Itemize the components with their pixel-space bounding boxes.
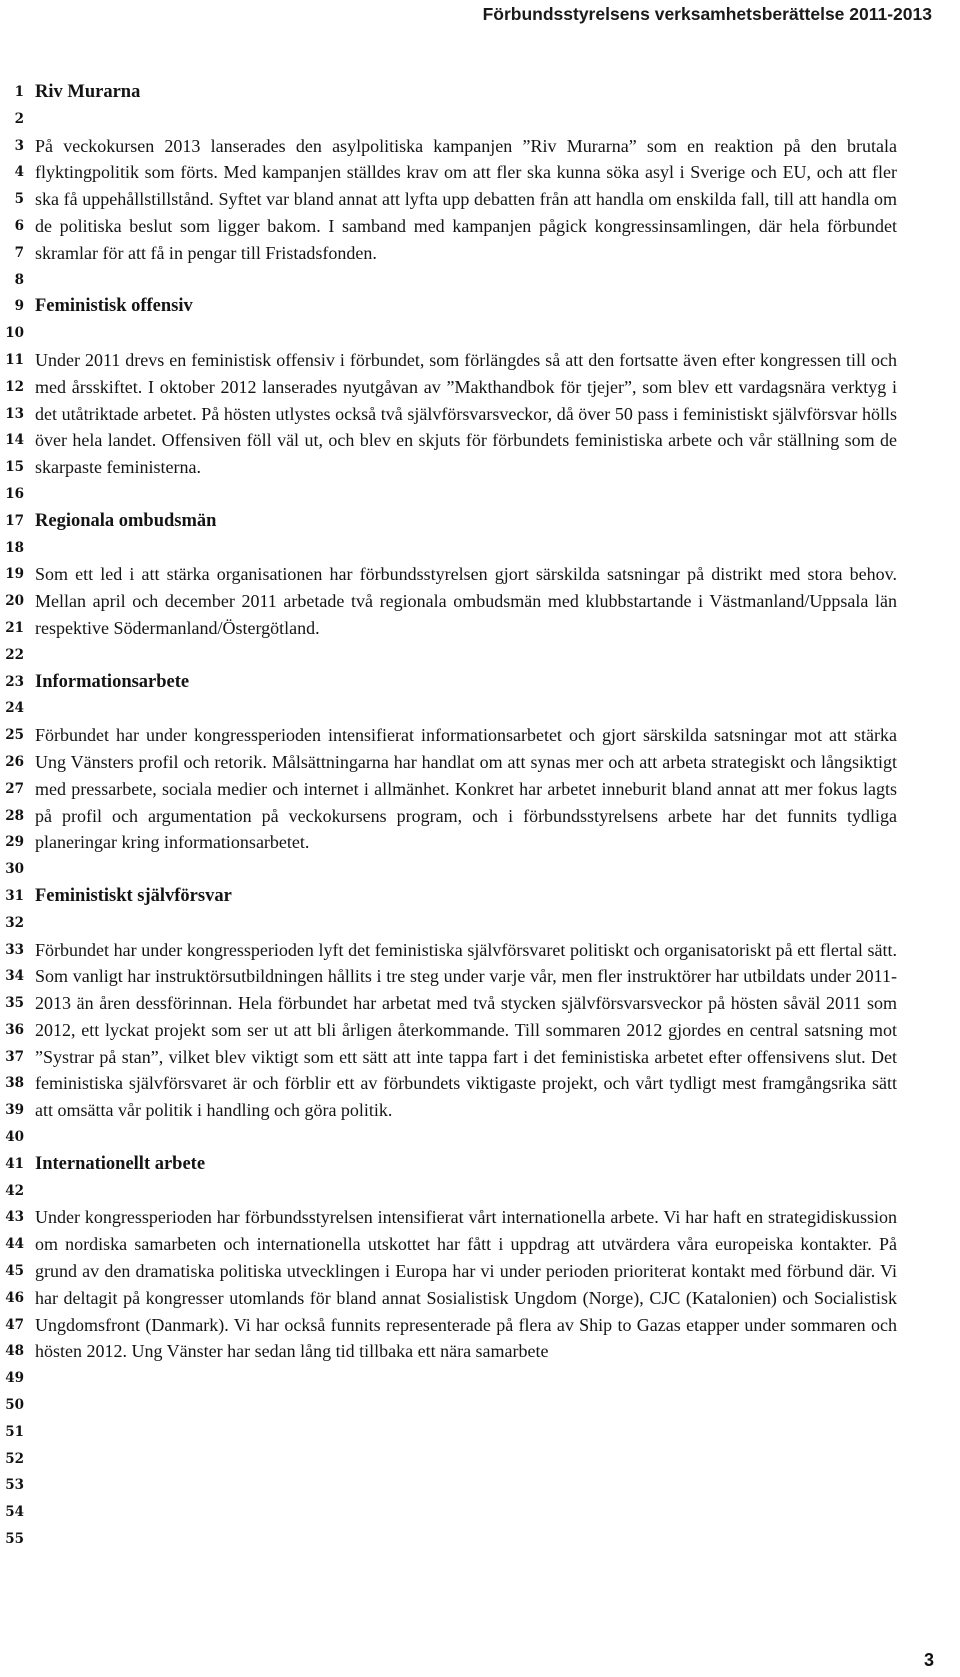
line-number: 15 <box>5 459 24 476</box>
line-number: 10 <box>5 325 24 342</box>
line-number: 4 <box>14 164 24 181</box>
line-number: 6 <box>14 217 24 234</box>
line-number: 39 <box>5 1102 24 1119</box>
line-number: 25 <box>5 727 24 744</box>
blank-line <box>35 320 897 347</box>
line-number: 50 <box>5 1397 24 1414</box>
line-number: 55 <box>5 1531 24 1548</box>
section-paragraph: Under kongressperioden har förbundsstyrelsen intensifierat vårt internationella arbete. Vi har haft en strategidiskussion om nordiska samarbeten och internationella utskottet har fått i uppdrag att utvärdera våra europeiska kontakter. På grund av den dramatiska politiska utvecklingen i Europa har vi under perioden prioriterat kontakt med förbund där. Vi har deltagit på kongresser utomlands för bland annat Sosialistisk Ungdom (Norge), CJC (Katalonien) och Socialistisk Ungdomsfront (Danmark). Vi har också funnits representerade på flera av Ship to Gazas etapper under sommaren och hösten 2012. Ung Vänster har sedan lång tid tillbaka ett nära samarbete <box>35 1207 897 1362</box>
line-number: 33 <box>5 941 24 958</box>
line-number: 54 <box>5 1504 24 1521</box>
line-number: 37 <box>5 1048 24 1065</box>
line-number: 14 <box>5 432 24 449</box>
line-number: 22 <box>5 646 24 663</box>
line-number: 27 <box>5 780 24 797</box>
line-number: 35 <box>5 995 24 1012</box>
section-paragraph: Under 2011 drevs en feministisk offensiv i förbundet, som förlängdes så att den fortsatte även efter kongressen till och med årsskiftet. I oktober 2012 lanserades nyutgåvan av ”Makthandbok för tjejer”, som blev ett vardagsnära verktyg i det utåtriktade arbetet. På hösten utlystes också två självförsvarsveckor, då över 50 pass i feministiskt självförsvar hölls över hela landet. Offensiven föll väl ut, och blev en skjuts för förbundets feministiska arbete och vår ställning som de skarpaste feministerna. <box>35 349 897 478</box>
line-number: 18 <box>5 539 24 556</box>
line-number: 51 <box>5 1423 24 1440</box>
line-number: 28 <box>5 807 24 824</box>
line-number: 40 <box>5 1129 24 1146</box>
blank-line <box>35 1178 897 1205</box>
line-number: 42 <box>5 1182 24 1199</box>
line-number: 2 <box>14 110 24 127</box>
line-number: 17 <box>5 512 24 529</box>
section-paragraph: Förbundet har under kongressperioden intensifierat informationsarbetet och gjort särskilda satsningar mot att stärka Ung Vänsters profil och retorik. Målsättningarna har handlat om att synas mer och att arbeta strategiskt och långsiktigt med pressarbete, sociala medier och internet i allmänhet. Konkret har arbetet inneburit bland annat att mer fokus lagts på profil och argumentation på veckokursens program, och i förbundsstyrelsens arbete har det funnits tydliga planeringar kring informationsarbetet. <box>35 725 897 853</box>
line-number: 52 <box>5 1450 24 1467</box>
section-paragraph: Som ett led i att stärka organisationen har förbundsstyrelsen gjort särskilda satsningar på distrikt med stora behov. Mellan april och december 2011 arbetade två regionala ombudsmän med klubbstartande i Västmanland/Uppsala län respektive Södermanland/Östergötland. <box>35 564 897 638</box>
line-number: 44 <box>5 1236 24 1253</box>
line-number: 31 <box>5 887 24 904</box>
section-internationellt-arbete <box>35 1151 897 1365</box>
section-paragraph: Förbundet har under kongressperioden lyft det feministiska självförsvaret politiskt och organisatoriskt på ett flertal sätt. Som vanligt har instruktörsutbildningen hållits i tre steg under varje vår, men fler instruktörer har utbildats under 2011-2013 än åren dessförinnan. Hela förbundet har arbetat med två stycken självförsvarsveckor på hösten såväl 2011 som 2012, ett lyckat projekt som ser ut att bli årligen återkommande. Till sommaren 2012 gjordes en central satsning mot ”Systrar på stan”, vilket blev viktigt som ett sätt att inte tappa fart i det feministiska arbetet efter offensivens slut. Det feministiska självförsvaret är och förblir ett av förbundets viktigaste projekt, och vårt tydligt mest framgångsrika sätt att omsätta vår politik i handling och göra politik. <box>35 939 897 1121</box>
line-number: 49 <box>5 1370 24 1387</box>
line-number: 19 <box>5 566 24 583</box>
document-body <box>35 79 897 1365</box>
blank-line <box>35 535 897 562</box>
line-number: 46 <box>5 1289 24 1306</box>
blank-line <box>35 642 897 669</box>
blank-line <box>35 267 897 294</box>
section-regionala-ombudsman <box>35 508 897 642</box>
line-number-column <box>0 79 24 1553</box>
line-number: 30 <box>5 861 24 878</box>
section-heading: Feministisk offensiv <box>35 296 193 317</box>
line-number: 32 <box>5 914 24 931</box>
section-feministiskt-sjalvforsvar <box>35 883 897 1124</box>
line-number: 16 <box>5 485 24 502</box>
section-heading: Informationsarbete <box>35 671 190 692</box>
line-number: 9 <box>14 298 24 315</box>
line-number: 48 <box>5 1343 24 1360</box>
line-number: 3 <box>14 137 24 154</box>
page-number: 3 <box>923 1650 934 1670</box>
blank-line <box>35 695 897 722</box>
line-number: 23 <box>5 673 24 690</box>
line-number: 26 <box>5 753 24 770</box>
line-number: 29 <box>5 834 24 851</box>
line-number: 13 <box>5 405 24 422</box>
section-heading: Internationellt arbete <box>35 1153 206 1174</box>
blank-line <box>35 106 897 133</box>
line-number: 38 <box>5 1075 24 1092</box>
line-number: 5 <box>14 191 24 208</box>
line-number: 53 <box>5 1477 24 1494</box>
line-number: 34 <box>5 968 24 985</box>
line-number: 8 <box>14 271 24 288</box>
line-number: 45 <box>5 1263 24 1280</box>
blank-line <box>35 481 897 508</box>
line-number: 7 <box>14 244 24 261</box>
section-informationsarbete <box>35 669 897 857</box>
section-heading: Regionala ombudsmän <box>35 510 217 531</box>
line-number: 1 <box>14 84 24 100</box>
section-feministisk-offensiv <box>35 293 897 481</box>
blank-line <box>35 856 897 883</box>
line-number: 24 <box>5 700 24 717</box>
blank-line <box>35 1124 897 1151</box>
section-heading: Feministiskt självförsvar <box>35 885 232 906</box>
line-number: 12 <box>5 378 24 395</box>
section-heading: Riv Murarna <box>35 82 141 102</box>
running-header: Förbundsstyrelsens verksamhetsberättelse 2011-2013 <box>482 4 932 24</box>
line-number: 21 <box>5 619 24 636</box>
line-number: 43 <box>5 1209 24 1226</box>
section-paragraph: På veckokursen 2013 lanserades den asylpolitiska kampanjen ”Riv Murarna” som en reaktion på den brutala flyktingpolitik som förts. Med kampanjen ställdes krav om att fler ska kunna söka asyl i Sverige och EU, och att fler ska få uppehållstillstånd. Syftet var bland annat att lyfta upp debatten från att handla om enskilda fall, till att handla om de politiska beslut som ligger bakom. I samband med kampanjen pågick kongressinsamlingen, där hela förbundet skramlar för att få in pengar till Fristadsfonden. <box>35 135 897 263</box>
line-number: 11 <box>5 351 24 368</box>
line-number: 20 <box>5 593 24 610</box>
line-number: 47 <box>5 1316 24 1333</box>
blank-line <box>35 910 897 937</box>
section-riv-murarna <box>35 79 897 267</box>
line-number: 41 <box>5 1155 24 1172</box>
line-number: 36 <box>5 1021 24 1038</box>
